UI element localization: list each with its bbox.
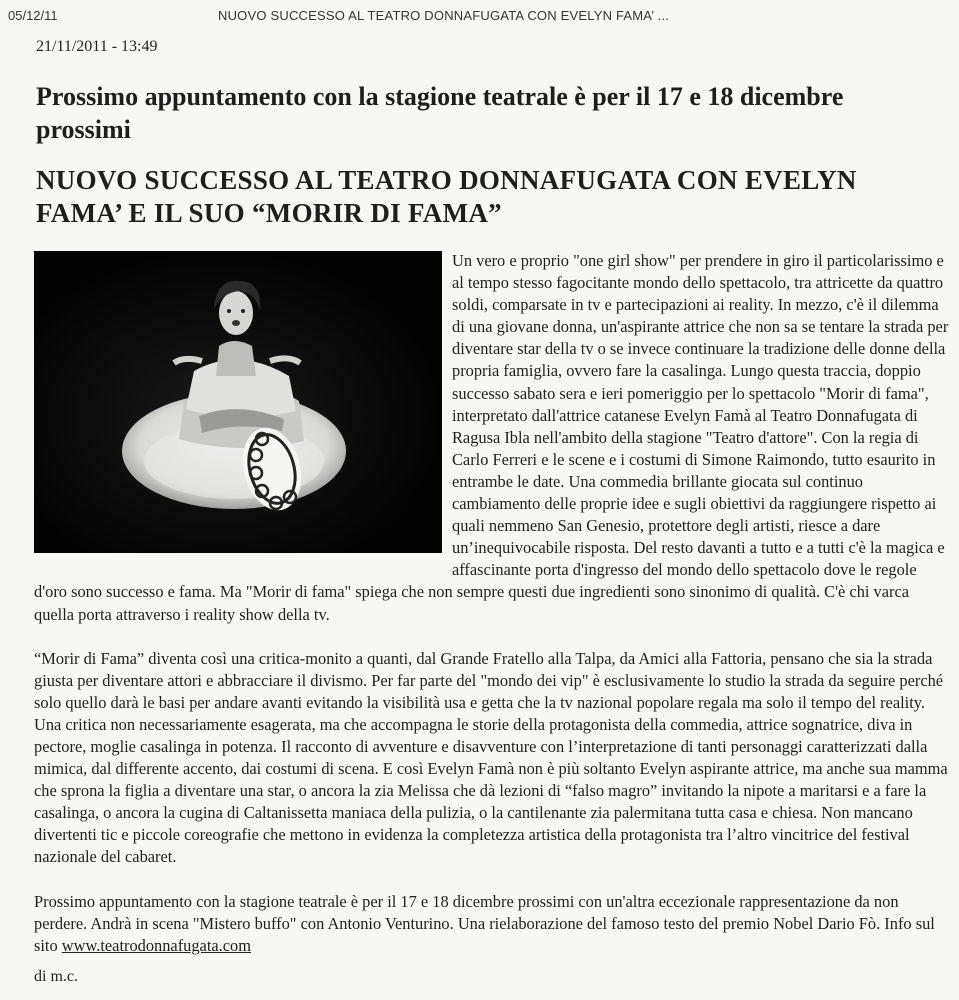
article-subtitle: Prossimo appuntamento con la stagione teatrale è per il 17 e 18 dicembre prossimi: [36, 82, 844, 144]
article-headline: NUOVO SUCCESSO AL TEATRO DONNAFUGATA CON EVELYN FAMA’ E IL SUO “MORIR DI FAMA”: [36, 165, 857, 228]
article-paragraph-3: [34, 891, 949, 957]
article-paragraph-1: Un vero e proprio "one girl show" per prendere in giro il particolarissimo e al tempo stesso fagocitante mondo dello spettacolo, tra attricette da quattro soldi, comparsate in tv e partecipazioni ai reality. In mezzo, c'è il dilemma di una giovane donna, un'aspirante attrice che non sa se tentare la strada per diventare star della tv o se invece continuare la tradizione delle donne della propria famiglia, ovvero fare la casalinga. Lungo questa traccia, doppio successo sabato sera e ieri pomeriggio per lo spettacolo "Morir di fama", interpretato dall'attrice catanese Evelyn Famà al Teatro Donnafugata di Ragusa Ibla nell'ambito della stagione "Teatro d'attore". Con la regia di Carlo Ferreri e le scene e i costumi di Simone Raimondo, tutto esaurito in entrambe le date. Una commedia brillante giocata sul continuo cambiamento delle proprie idee e sugli obiettivi da raggiungere rispetto ai quali nemmeno San Genesio, protettore degli artisti, riesce a dare un’inequivocabile risposta. Del resto davanti a tutto e a tutti c'è la magica e affascinante porta d'ingresso del mondo dello spettacolo dove le regole d'oro sono successo e fama. Ma "Morir di fama" spiega che non sempre questi due ingredienti sono sinonimo di qualità. C'è chi varca quella porta attraverso i reality show della tv.: [34, 251, 949, 624]
article-paragraph-2: “Morir di Fama” diventa così una critica-monito a quanti, dal Grande Fratello alla Talpa, da Amici alla Fattoria, pensano che sia la strada giusta per diventare attori e abbracciare il divismo. Per far parte del "mondo dei vip" è esclusivamente lo studio la strada da seguire perché solo quello darà le basi per andare avanti evitando la visibilità usa e getta che la tv nazional popolare regala ma solo il tempo del reality. Una critica non necessariamente esagerata, ma che accompagna le storie della protagonista della commedia, attrice sognatrice, diva in pectore, moglie casalinga in potenza. Il racconto di avventure e disavventure con l’interpretazione di tanti personaggi caratterizzati dalla mimica, dal differente accento, dai costumi di scena. E così Evelyn Famà non è più soltanto Evelyn aspirante attrice, ma anche sua mamma che sprona la figlia a diventare una star, o ancora la zia Melissa che dà lezioni di “falso magro” invitando la nipote a maritarsi e a fare la casalinga, o ancora la cugina di Caltanissetta maniaca della pulizia, o la cantilenante zia palermitana tutta casa e chiesa. Non mancano divertenti tic e piccole coreografie che mettono in evidenza la completezza artistica della protagonista tra l’altro vincitrice del festival nazionale del cabaret.: [34, 648, 948, 867]
website-link[interactable]: www.teatrodonnafugata.com: [61, 935, 251, 955]
author-signature: di m.c.: [34, 968, 78, 985]
print-date: 05/12/11: [8, 8, 58, 23]
article-body: [34, 250, 949, 979]
print-page-title: NUOVO SUCCESSO AL TEATRO DONNAFUGATA CON EVELYN FAMA’ ...: [218, 8, 670, 23]
article-timestamp: 21/11/2011 - 13:49: [36, 38, 158, 55]
article-paragraph-3-text: Prossimo appuntamento con la stagione teatrale è per il 17 e 18 dicembre prossimi con un'altra eccezionale rappresentazione da non perdere. Andrà in scena "Mistero buffo" con Antonio Venturino. Una rielaborazione del famoso testo del premio Nobel Dario Fò. Info sul sito: [34, 891, 935, 955]
photo-wrap-spacer: [34, 250, 452, 576]
